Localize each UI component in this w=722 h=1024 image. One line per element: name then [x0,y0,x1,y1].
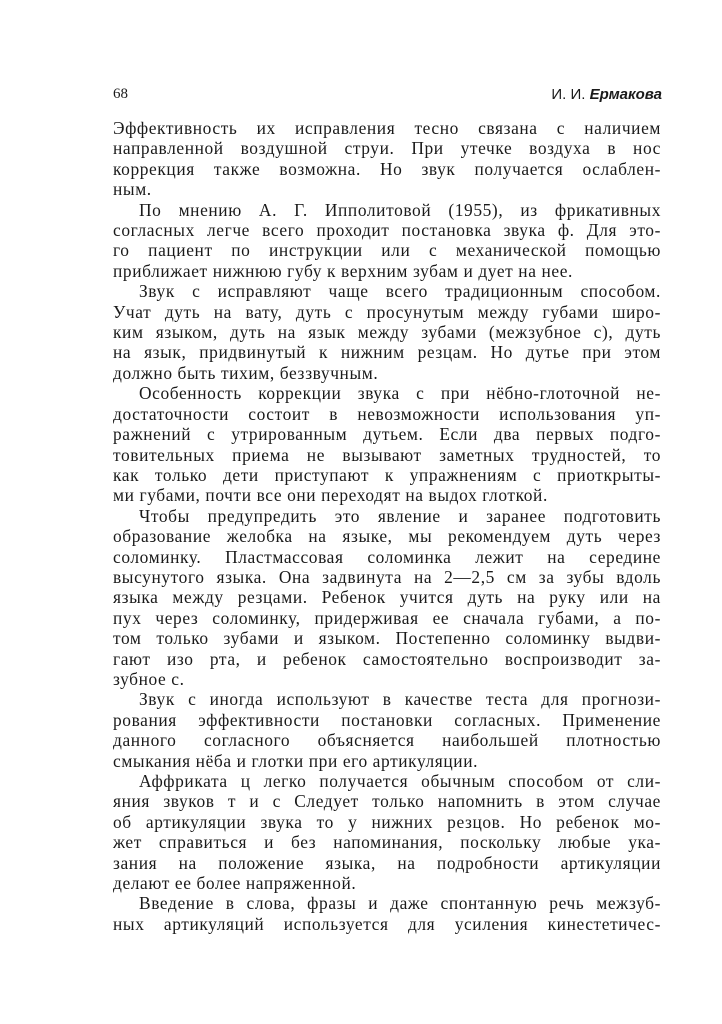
text-line: Звук с иногда используют в качестве теста для прогнози- [139,689,661,710]
paragraph [113,771,661,893]
text-line: делают ее более напряженной. [113,873,357,894]
text-line: образование желобка на языке, мы рекомендуем дуть через [113,526,661,547]
text-line: высунутого языка. Она задвинута на 2—2,5 см за зубы вдоль [113,566,661,587]
paragraph [113,506,661,690]
text-line: Учат дуть на вату, дуть с просунутым между губами широ- [113,301,661,322]
text-line: об артикуляции звука то у нижних резцов. Но ребенок мо- [113,811,661,832]
text-line: направленной воздушной струи. При утечке воздуха в нос [113,138,661,159]
text-line: коррекция также возможна. Но звук получается ослаблен- [113,158,661,179]
author-name [551,86,662,103]
text-line: том только зубами и языком. Постепенно соломинку выдви- [113,628,661,649]
text-line: зания на положение языка, на подробности артикуляции [113,852,661,873]
text-line: гают изо рта, и ребенок самостоятельно воспроизводит за- [113,648,661,669]
text-line: Звук с исправляют чаще всего традиционным способом. [139,281,661,302]
text-line: ражнений с утрированным дутьем. Если два первых подго- [113,424,661,445]
text-line: соломинку. Пластмассовая соломинка лежит на середине [113,546,661,567]
paragraph [113,118,661,200]
text-line: зубное с. [113,668,185,689]
text-line: жет справиться и без напоминания, поскольку любые ука- [113,832,661,853]
paragraph [113,893,661,934]
text-line: Особенность коррекции звука с при нёбно-глоточной не- [139,383,661,404]
text-line: языка между резцами. Ребенок учится дуть на руку или на [113,587,661,608]
text-line: ми губами, почти все они переходят на выдох глоткой. [113,485,548,506]
text-line: Эффективность их исправления тесно связана с наличием [113,118,661,138]
text-line: Аффриката ц легко получается обычным способом от сли- [139,771,661,791]
text-line: на язык, придвинутый к нижним резцам. Но дутье при этом [113,342,661,363]
paragraph [113,689,661,771]
text-line: Чтобы предупредить это явление и заранее подготовить [139,505,661,526]
running-header [113,86,662,108]
paragraph [113,281,661,383]
text-line: согласных легче всего проходит постановка звука ф. Для это- [113,220,661,241]
text-line: Введение в слова, фразы и даже спонтанную речь межзуб- [139,893,661,914]
paragraph [113,383,661,505]
text-line: По мнению А. Г. Ипполитовой (1955), из фрикативных [139,199,661,220]
author-surname: Ермакова [589,86,662,103]
author-initials: И. И. [551,86,586,103]
text-line: рования эффективности постановки согласных. Применение [113,709,661,730]
paragraph [113,200,661,282]
text-line: пух через соломинку, придерживая ее сначала губами, а по- [113,607,661,628]
text-line: товительных приема не вызывают заметных трудностей, то [113,444,661,465]
text-line: го пациент по инструкции или с механической помощью [113,240,661,261]
text-line: должно быть тихим, беззвучным. [113,362,379,383]
text-line: ким языком, дуть на язык между зубами (межзубное с), дуть [113,322,661,343]
page-number: 68 [113,86,128,102]
text-line: как только дети приступают к упражнениям с приоткрыты- [113,464,661,485]
body-text [113,118,661,934]
text-line: ным. [113,179,152,200]
text-line: данного согласного объясняется наибольшей плотностью [113,730,661,751]
text-line: яния звуков т и с Следует только напомнить в этом случае [113,791,661,812]
text-line: смыкания нёба и глотки при его артикуляции. [113,750,479,771]
text-line: приближает нижнюю губу к верхним зубам и дует на нее. [113,260,573,281]
text-line: ных артикуляций используется для усиления кинестетичес- [113,913,661,934]
text-line: достаточности состоит в невозможности использования уп- [113,403,661,424]
